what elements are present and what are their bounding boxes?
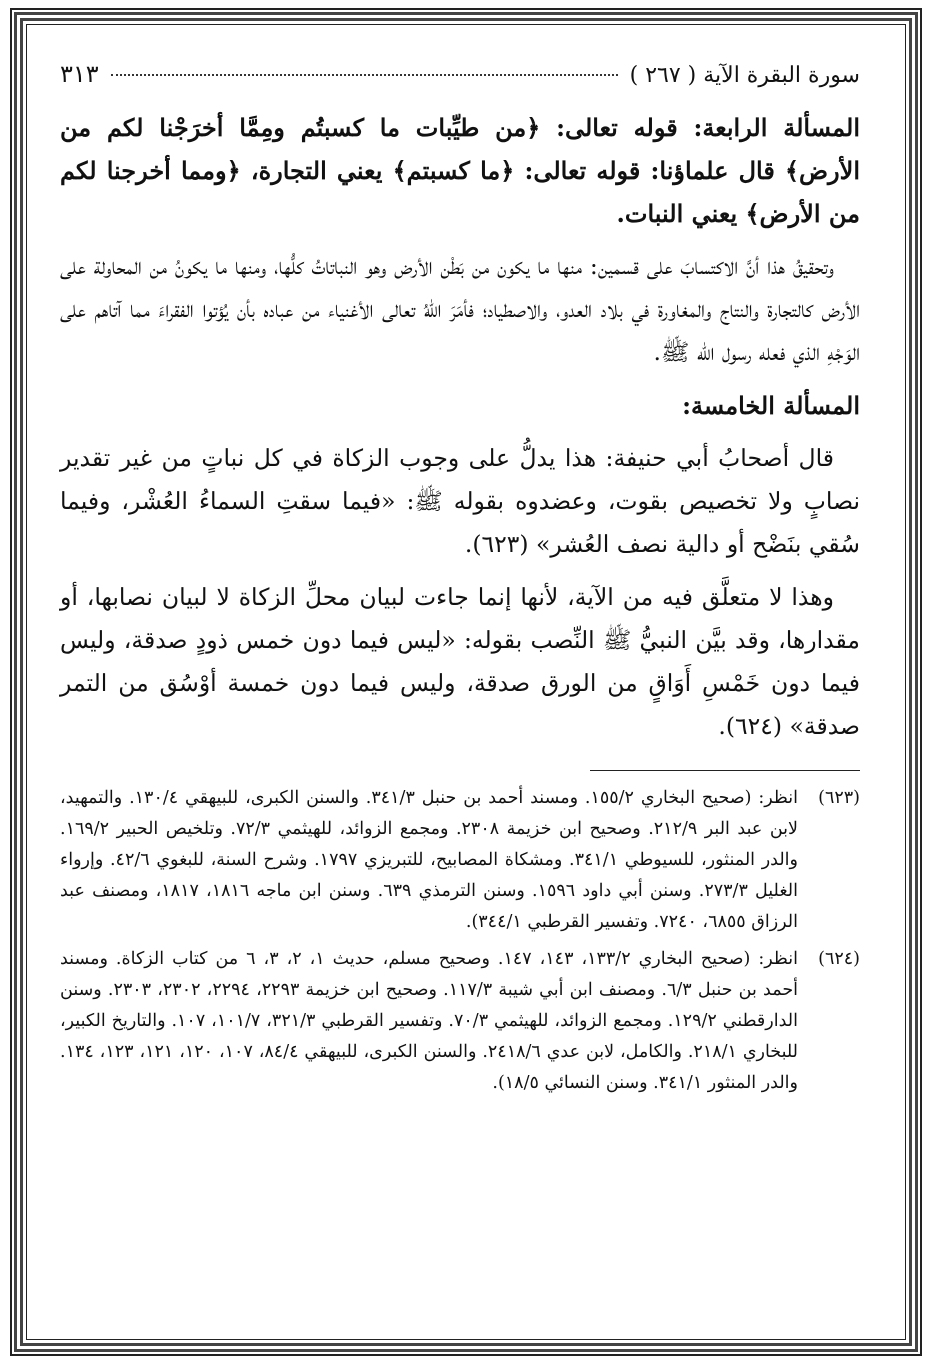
- footnote: [60, 944, 860, 1099]
- section-heading-fifth-issue: المسألة الخامسة:: [682, 391, 860, 420]
- paragraph-hanafi-view: قال أصحابُ أبي حنيفة: هذا يدلُّ على وجوب الزكاة في كل نباتٍ من غير تقدير نصابٍ ولا تخصيص بقوت، وعضدوه بقوله ﷺ: «فيما سقتِ السماءُ العُشْر، وفيما سُقي بنَضْح أو دالية نصف العُشر» (٦٢٣).: [60, 444, 860, 558]
- header-title: سورة البقرة الآية ( ٢٦٧ ): [629, 63, 860, 88]
- footnotes: [60, 783, 860, 1099]
- footnote-text: انظر: (صحيح البخاري ١٣٣/٢، ١٤٣، ١٤٧. وصحيح مسلم، حديث ١، ٢، ٣، ٦ من كتاب الزكاة. ومسند أحمد بن حنبل ٦/٣. ومصنف ابن أبي شيبة ١١٧/٣. وصحيح ابن خزيمة ٢٢٩٣، ٢٢٩٤، ٢٣٠٢، ٢٣٠٣. وسنن الدارقطني ١٢٩/٢. ومجمع الزوائد، للهيثمي ٧٠/٣. وتفسير القرطبي ٣٢١/٣، ١٠١/٧، ١٠٧. والتاريخ الكبير، للبخاري ٢١٨/١. والكامل، لابن عدي ٢٤١٨/٦. والسنن الكبرى، للبيهقي ٨٤/٤، ١٠٧، ١٢٠، ١٢١، ١٢٣، ١٣٤. والدر المنثور ٣٤١/١. وسنن النسائي ١٨/٥).: [60, 949, 799, 1093]
- footnote-number: (٦٢٤): [818, 949, 860, 969]
- paragraph-explanation: وتحقيقُ هذا أنَّ الاكتسابَ على قسمين: منها ما يكون من بَطْن الأرض وهو النباتاتُ كلُّها، ومنها ما يكونُ من المحاولة على الأرض كالتجارة والنتاج والمغاورة في بلاد العدو، والاصطياد؛ فأمَرَ اللهُ تعالى الأغنياء من عباده بأن يُؤتوا الفقراءَ مما آتاهم على الوَجْهِ الذي فعله رسول الله ﷺ.: [60, 252, 860, 366]
- paragraph-response: وهذا لا متعلَّق فيه من الآية، لأنها إنما جاءت لبيان محلِّ الزكاة لا لبيان نصابها، أو مقدارها، وقد بيَّن النبيُّ ﷺ النِّصب بقوله: «ليس فيما دون خمس ذودٍ صدقة، وليس فيما دون خَمْسِ أَوَاقٍ من الورق صدقة، وليس فيما دون خمسة أوْسُق من التمر صدقة» (٦٢٤).: [60, 583, 860, 740]
- paragraph-fourth-issue: المسألة الرابعة: قوله تعالى: ﴿من طيِّبات ما كسبتُم ومِمَّا أخرَجْنا لكم من الأرض﴾ قال علماؤنا: قوله تعالى: ﴿ما كسبتم﴾ يعني التجارة، ﴿ومما أخرجنا لكم من الأرض﴾ يعني النبات.: [60, 113, 860, 228]
- header-dot-leader: [111, 74, 618, 76]
- footnote-separator: [590, 770, 860, 771]
- page-number: ٣١٣: [60, 60, 99, 88]
- running-header: [60, 60, 860, 88]
- footnote-text: انظر: (صحيح البخاري ١٥٥/٢. ومسند أحمد بن حنبل ٣٤١/٣. والسنن الكبرى، للبيهقي ١٣٠/٤. والتمهيد، لابن عبد البر ٢١٢/٩. وصحيح ابن خزيمة ٢٣٠٨. ومجمع الزوائد، للهيثمي ٧٢/٣. وتلخيص الحبير ١٦٩/٢. والدر المنثور، للسيوطي ٣٤١/١. ومشكاة المصابيح، للتبريزي ١٧٩٧. وشرح السنة، للبغوي ٤٢/٦. وإرواء الغليل ٢٧٣/٣. وسنن أبي داود ١٥٩٦. وسنن الترمذي ٦٣٩. وسنن ابن ماجه ١٨١٦، ١٨١٧، ومصنف عبد الرزاق ٦٨٥٥، ٧٢٤٠. وتفسير القرطبي ٣٤٤/١).: [60, 788, 798, 932]
- footnote: [60, 783, 860, 938]
- main-text: [60, 106, 860, 748]
- footnote-number: (٦٢٣): [818, 788, 860, 808]
- page: [60, 60, 860, 1105]
